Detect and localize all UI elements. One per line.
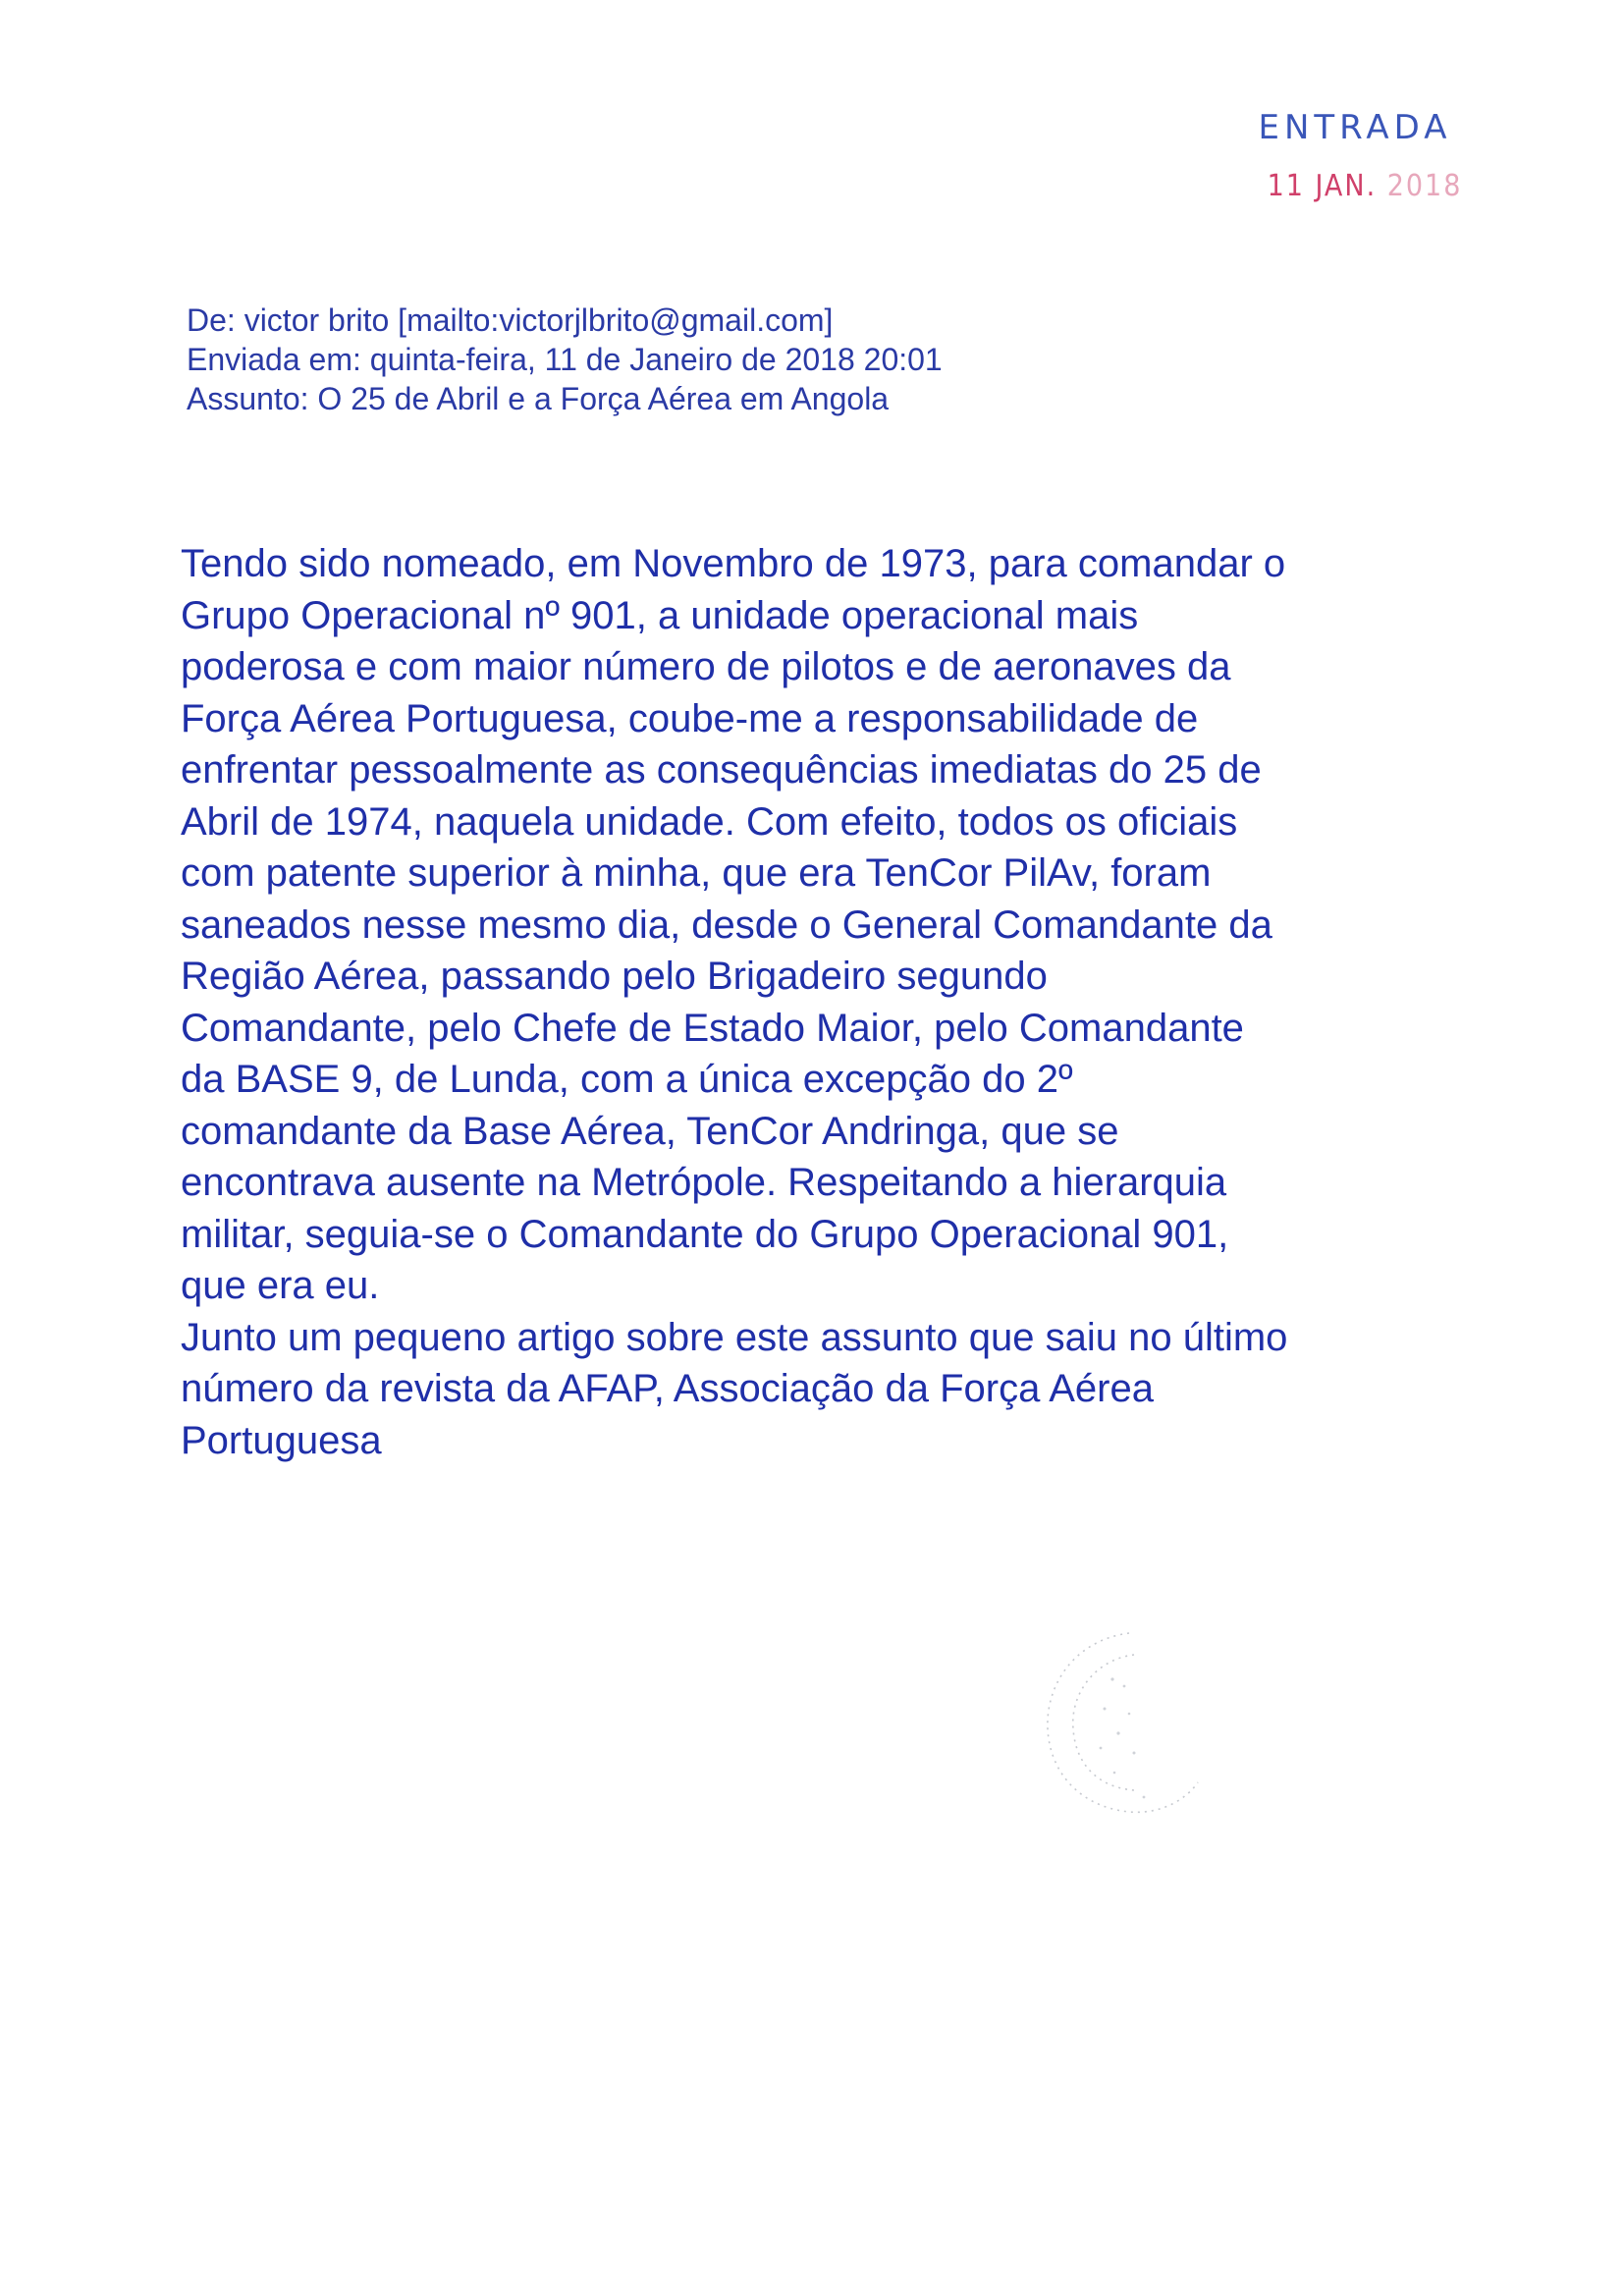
body-line: encontrava ausente na Metrópole. Respeitando a hierarquia [181,1161,1227,1204]
body-line: que era eu. [181,1264,380,1307]
body-line: Força Aérea Portuguesa, coube-me a responsabilidade de [181,696,1199,740]
body-line: número da revista da AFAP, Associação da Força Aérea [181,1367,1154,1410]
body-line: Grupo Operacional nº 901, a unidade operacional mais [181,593,1139,637]
letter-body [181,538,1457,1466]
email-subject: Assunto: O 25 de Abril e a Força Aérea em Angola [187,381,890,416]
body-line: com patente superior à minha, que era TenCor PilAv, foram [181,851,1212,895]
email-header [187,301,943,418]
body-line: Junto um pequeno artigo sobre este assunto que saiu no último [181,1315,1288,1359]
body-line: Tendo sido nomeado, em Novembro de 1973, para comandar o [181,542,1286,585]
body-line: enfrentar pessoalmente as consequências imediatas do 25 de [181,748,1262,792]
entry-stamp-year: 2018 [1386,169,1463,203]
body-line: Abril de 1974, naquela unidade. Com efeito, todos os oficiais [181,799,1238,844]
body-line: saneados nesse mesmo dia, desde o General Comandante da [181,902,1272,947]
email-from: De: victor brito [mailto:victorjlbrito@gmail.com] [187,302,834,338]
entry-stamp-date [1208,169,1502,203]
body-line: da BASE 9, de Lunda, com a única excepção do 2º [181,1058,1073,1101]
body-line: militar, seguia-se o Comandante do Grupo Operacional 901, [181,1212,1229,1256]
faint-seal-icon [1036,1625,1203,1822]
entry-stamp [1208,108,1502,203]
body-line: Região Aérea, passando pelo Brigadeiro segundo [181,955,1048,998]
body-line: Comandante, pelo Chefe de Estado Maior, pelo Comandante [181,1006,1244,1050]
entry-stamp-label: ENTRADA [1258,108,1452,147]
email-sent: Enviada em: quinta-feira, 11 de Janeiro de 2018 20:01 [187,342,943,377]
body-line: Portuguesa [181,1418,382,1462]
body-line: comandante da Base Aérea, TenCor Andringa, que se [181,1109,1119,1153]
body-line: poderosa e com maior número de pilotos e de aeronaves da [181,645,1231,688]
entry-stamp-day-month: 11 JAN. [1267,169,1378,203]
